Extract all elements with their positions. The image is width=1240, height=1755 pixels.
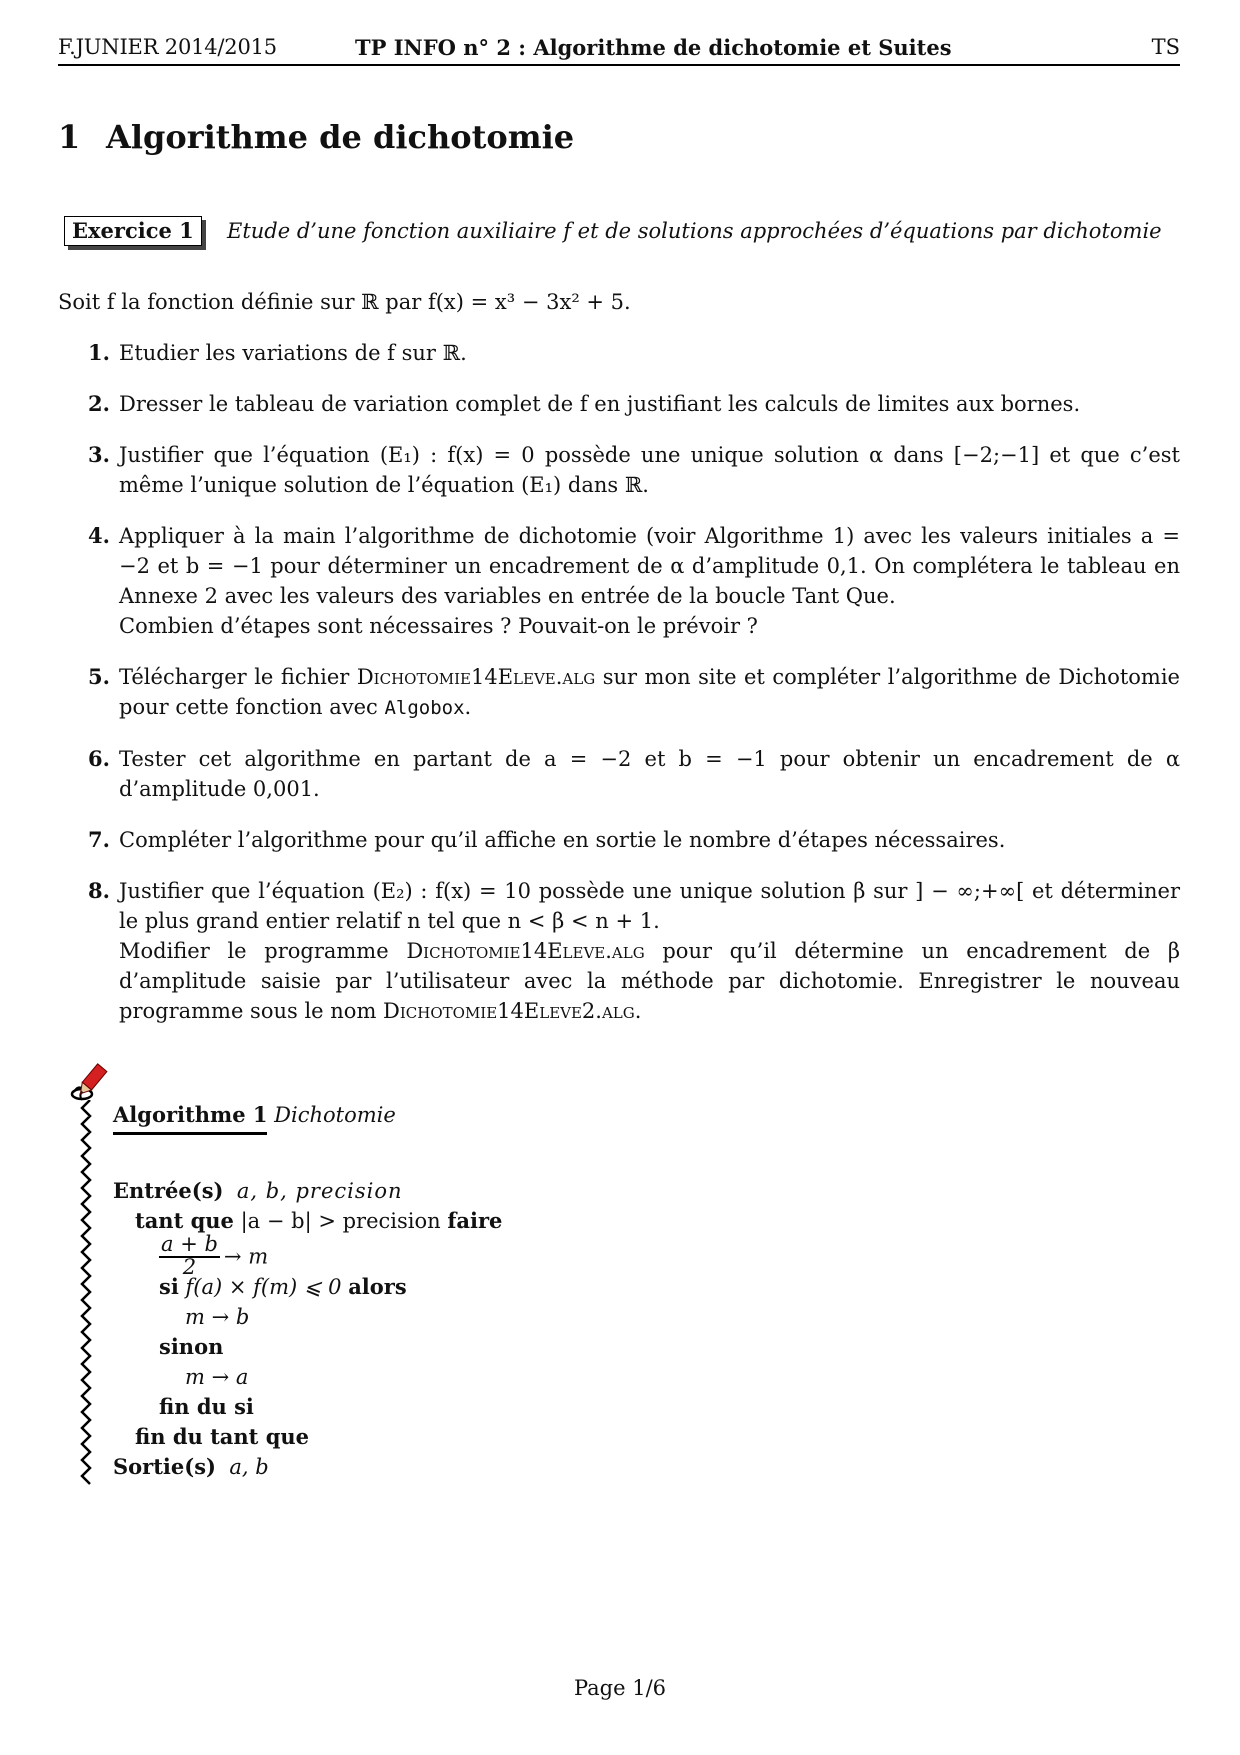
exercise-label-box: Exercice 1 (64, 216, 202, 246)
keyword-while: tant que (135, 1208, 234, 1233)
question-number: 1. (88, 340, 110, 365)
keyword-then: alors (348, 1274, 407, 1299)
algorithm-body (113, 1100, 502, 1482)
algorithm-caption (113, 1100, 502, 1130)
keyword-output: Sortie(s) (113, 1454, 216, 1479)
algo-then-stmt: m → b (185, 1305, 250, 1329)
algorithm-block (68, 1062, 568, 1482)
question-text: Appliquer à la main l’algorithme de dichotomie (voir Algorithme 1) avec les valeurs initiales a = −2 et b = −1 pour déterminer un encadrement de α d’amplitude 0,1. On complétera le tableau en Annexe 2 avec les valeurs des variables en entrée de la boucle Tant Que. (119, 524, 1180, 608)
exercise-header (64, 216, 1162, 246)
question-number: 5. (88, 664, 110, 689)
algo-midpoint-line (113, 1232, 502, 1279)
question-item (58, 876, 1180, 1026)
header-title: TP INFO n° 2 : Algorithme de dichotomie et Suites (355, 35, 952, 60)
exercise-intro: Soit f la fonction définie sur ℝ par f(x) = x³ − 3x² + 5. (58, 290, 631, 314)
question-list (58, 338, 1180, 1047)
question-text: Justifier que l’équation (E₁) : f(x) = 0 possède une unique solution α dans [−2;−1] et que c’est même l’unique solution de l’équation (E₁) dans ℝ. (119, 443, 1180, 497)
algo-else-line: sinon (159, 1334, 224, 1359)
algo-input-line (113, 1176, 502, 1206)
keyword-do: faire (447, 1208, 503, 1233)
question-text: Justifier que l’équation (E₂) : f(x) = 10 possède une unique solution β sur ] − ∞;+∞[ et déterminer le plus grand entier relatif n tel que n < β < n + 1. (119, 879, 1180, 933)
section-title: Algorithme de dichotomie (106, 118, 575, 156)
algo-endwhile-line: fin du tant que (135, 1424, 310, 1449)
algorithm-label: Algorithme 1 (113, 1100, 267, 1135)
question-text: Compléter l’algorithme pour qu’il affiche en sortie le nombre d’étapes nécessaires. (119, 828, 1006, 852)
question-number: 2. (88, 391, 110, 416)
question-item (58, 662, 1180, 723)
keyword-input: Entrée(s) (113, 1178, 224, 1203)
question-number: 3. (88, 442, 110, 467)
header-author-year: F.JUNIER 2014/2015 (58, 35, 277, 59)
if-condition: f(a) × f(m) ⩽ 0 (185, 1275, 342, 1299)
fraction-denominator: 2 (182, 1255, 197, 1279)
while-condition: |a − b| > precision (240, 1209, 441, 1233)
question-text: sur mon site et compléter l’algorithme de Dichotomie pour cette fonction avec (119, 665, 1180, 719)
algo-if-line (113, 1272, 502, 1302)
software-name: Algobox (384, 697, 465, 719)
header-class: TS (1151, 35, 1180, 59)
output-vars: a, b (229, 1455, 269, 1479)
question-number: 4. (88, 523, 110, 548)
question-item (58, 744, 1180, 804)
fraction (159, 1232, 220, 1279)
file-name: Dichotomie14Eleve.alg (406, 939, 645, 963)
algo-else-stmt: m → a (185, 1365, 249, 1389)
question-text: Tester cet algorithme en partant de a = −2 et b = −1 pour obtenir un encadrement de α d’amplitude 0,001. (119, 747, 1180, 801)
section-number: 1 (58, 118, 81, 156)
question-item (58, 825, 1180, 855)
question-number: 7. (88, 827, 110, 852)
question-item (58, 389, 1180, 419)
algo-endif-line: fin du si (159, 1394, 254, 1419)
keyword-if: si (159, 1274, 179, 1299)
file-name: Dichotomie14Eleve2.alg (383, 999, 635, 1023)
fraction-numerator: a + b (161, 1232, 218, 1256)
question-item (58, 338, 1180, 368)
algo-output-line (113, 1452, 502, 1482)
question-text: Télécharger le fichier (119, 665, 357, 689)
exercise-title: Etude d’une fonction auxiliaire f et de solutions approchées d’équations par dichotomie (227, 219, 1162, 243)
spacer (113, 1130, 502, 1176)
spiral-binding-decoration (78, 1100, 98, 1485)
running-header (58, 34, 1180, 66)
question-item (58, 521, 1180, 641)
file-name: Dichotomie14Eleve.alg (356, 665, 596, 689)
question-text: pour qu’il détermine un encadrement de β d’amplitude saisie par l’utilisateur avec la méthode par dichotomie. Enregistrer le nouveau programme sous le nom (119, 939, 1180, 1023)
assign-m: → m (223, 1244, 269, 1269)
algorithm-name: Dichotomie (274, 1103, 396, 1127)
question-item (58, 440, 1180, 500)
input-vars: a, b, precision (236, 1179, 403, 1203)
question-number: 6. (88, 746, 110, 771)
question-text: Dresser le tableau de variation complet de f en justifiant les calculs de limites aux bornes. (119, 392, 1081, 416)
page-number: Page 1/6 (573, 1676, 667, 1700)
punctuation: . (634, 999, 642, 1023)
question-text: Etudier les variations de f sur ℝ. (119, 341, 467, 365)
punctuation: . (464, 695, 472, 719)
section-heading (58, 118, 574, 156)
question-number: 8. (88, 878, 110, 903)
question-text: Modifier le programme (119, 939, 407, 963)
question-text-followup: Combien d’étapes sont nécessaires ? Pouvait-on le prévoir ? (119, 614, 758, 638)
